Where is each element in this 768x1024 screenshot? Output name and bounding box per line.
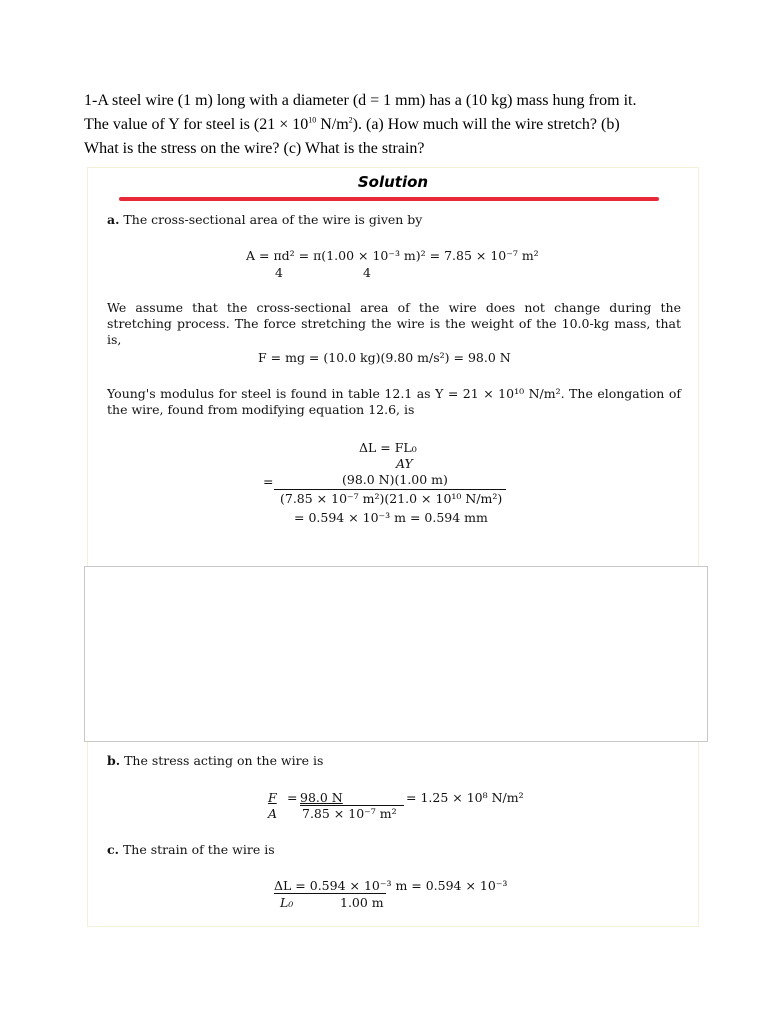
part-c-intro [107, 842, 681, 858]
fraction-bar [274, 489, 506, 490]
stress-numerator: 98.0 N [300, 790, 343, 805]
substituted-numerator: (98.0 N)(1.00 m) [342, 472, 448, 487]
problem-unit: N/m [316, 116, 349, 133]
elongation-numerator: ΔL = FL₀ [359, 440, 417, 455]
part-a-label: a. [107, 212, 120, 227]
problem-line-2-end: ). (a) How much will the wire stretch? (b) [352, 116, 620, 133]
force-equation: F = mg = (10.0 kg)(9.80 m/s²) = 98.0 N [258, 350, 511, 365]
stress-denominator: 7.85 × 10⁻⁷ m² [302, 806, 397, 821]
assumption-paragraph: We assume that the cross-sectional area of the wire does not change during the stretching process. The force stretching the wire is the weight of the 10.0-kg mass, that is, [107, 300, 681, 347]
solution-scan [87, 167, 699, 927]
part-c-text: The strain of the wire is [118, 842, 275, 857]
substituted-denominator: (7.85 × 10⁻⁷ m²)(21.0 × 10¹⁰ N/m²) [280, 491, 503, 506]
red-divider [119, 197, 659, 201]
young-modulus-paragraph: Young's modulus for steel is found in table 12.1 as Y = 21 × 10¹⁰ N/m². The elongation of the wire, found from modifying equation 12.6, is [107, 386, 681, 417]
problem-line-2 [84, 113, 724, 137]
elongation-denominator: AY [396, 456, 413, 471]
strain-fraction-bar [274, 893, 386, 894]
stress-force-symbol: F [268, 790, 277, 805]
strain-denominator: 1.00 m [340, 895, 384, 910]
elongation-result: = 0.594 × 10⁻³ m = 0.594 mm [294, 510, 488, 525]
stress-equals: = [287, 790, 298, 805]
part-b-text: The stress acting on the wire is [120, 753, 324, 768]
problem-unit-exponent: 2 [348, 115, 353, 125]
area-denominator-1: 4 [275, 265, 283, 280]
area-equation: A = πd² = π(1.00 × 10⁻³ m)² = 7.85 × 10⁻⁷ m² [246, 248, 539, 263]
part-c-label: c. [107, 842, 119, 857]
equals-sign: = [263, 474, 274, 489]
problem-exponent: 10 [308, 115, 317, 125]
part-a-intro [107, 212, 681, 228]
strain-equation: ΔL = 0.594 × 10⁻³ m = 0.594 × 10⁻³ [274, 878, 508, 893]
problem-line-3: What is the stress on the wire? (c) What is the strain? [84, 140, 425, 157]
part-b-intro [107, 753, 681, 769]
stress-area-symbol: A [268, 806, 278, 821]
problem-statement [84, 89, 724, 161]
part-a-text: The cross-sectional area of the wire is given by [119, 212, 423, 227]
area-denominator-2: 4 [363, 265, 371, 280]
stress-result: = 1.25 × 10⁸ N/m² [406, 790, 524, 805]
strain-length-symbol: L₀ [280, 895, 294, 910]
problem-line-2-start: The value of Y for steel is (21 × 10 [84, 116, 309, 133]
blank-panel [84, 566, 708, 742]
part-b-label: b. [107, 753, 121, 768]
problem-line-1: 1-A steel wire (1 m) long with a diameter (d = 1 mm) has a (10 kg) mass hung from it. [84, 92, 637, 109]
solution-title: Solution [357, 173, 429, 191]
